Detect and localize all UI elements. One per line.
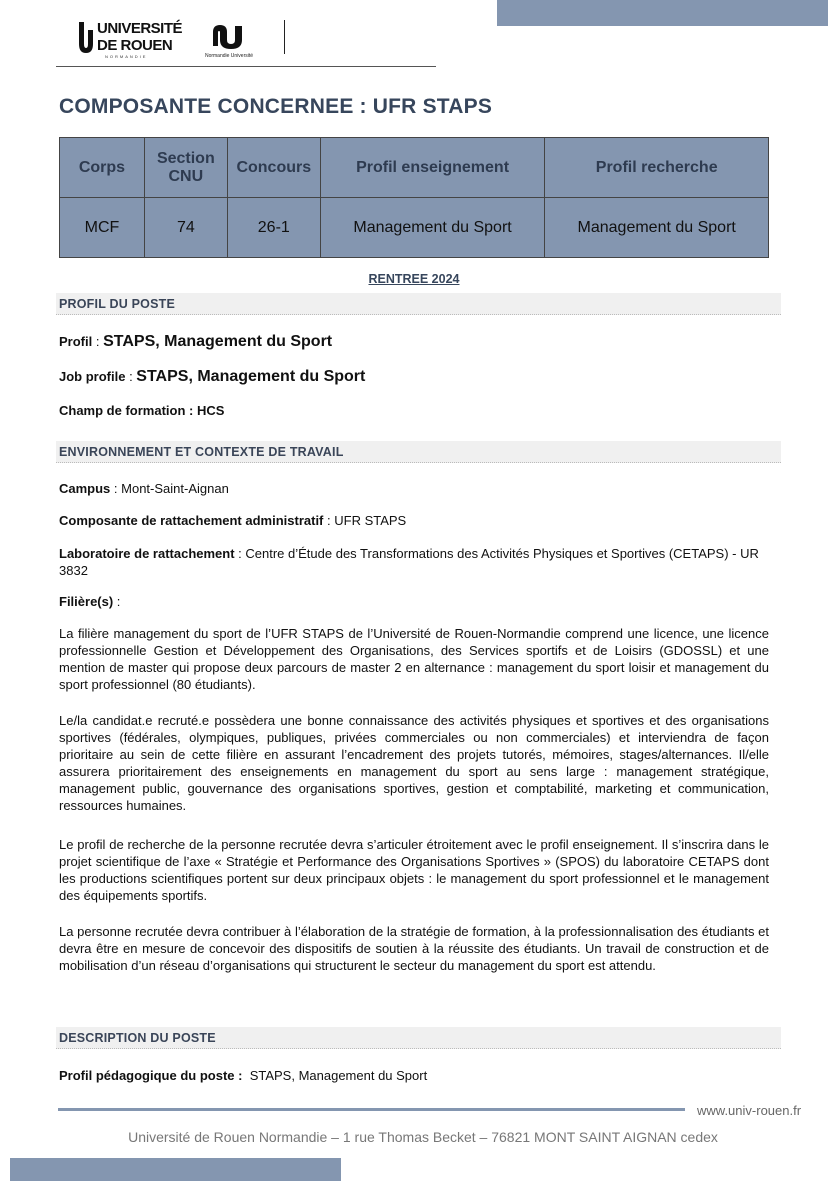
poste-table [59, 137, 769, 258]
universite-rouen-logo [77, 20, 183, 60]
section-profil-du-poste: PROFIL DU POSTE [56, 293, 781, 315]
profil-value: STAPS, Management du Sport [103, 333, 333, 350]
cell-concours: 26-1 [227, 198, 320, 258]
poste-table-header-row [60, 138, 769, 198]
cell-profil-enseignement: Management du Sport [320, 198, 545, 258]
header-corps: Corps [60, 138, 145, 198]
normandie-universite-logo [198, 22, 260, 62]
champ-formation-line [59, 403, 224, 418]
profil-label: Profil [59, 334, 93, 349]
logo-ur-line1: UNIVERSITÉ [97, 20, 183, 37]
laboratoire-line: Laboratoire de rattachement : Centre d’Étude des Transformations des Activités Physiques et Sportives (CETAPS) - UR 3832 [59, 546, 759, 578]
paragraph-recherche: Le profil de recherche de la personne recrutée devra s’articuler étroitement avec le profil enseignement. Il s’inscrira dans le projet scientifique de l’axe « Stratégie et Performance des Organisations Sportives » (SPOS) du laboratoire CETAPS dont les productions scientifiques portent sur deux principaux objets : le management du sport professionnel et le management des équipements sportifs. [59, 837, 769, 903]
profil-line: Profil : STAPS, Management du Sport [59, 333, 333, 350]
cell-section-cnu: 74 [144, 198, 227, 258]
filiere-line: Filière(s) : [59, 594, 121, 609]
logo-ur-line2: DE ROUEN [97, 37, 173, 54]
footer-address: Université de Rouen Normandie – 1 rue Thomas Becket – 76821 MONT SAINT AIGNAN cedex [128, 1129, 718, 1145]
footer-website[interactable]: www.univ-rouen.fr [697, 1103, 802, 1118]
header-profil-recherche: Profil recherche [545, 138, 769, 198]
profil-pedagogique-label: Profil pédagogique du poste : [59, 1068, 243, 1083]
profil-pedagogique-value: STAPS, Management du Sport [249, 1068, 428, 1083]
paragraph-strategie: La personne recrutée devra contribuer à l’élaboration de la stratégie de formation, à la professionnalisation des étudiants et devra être en mesure de concevoir des dispositifs de soutien à la réussite des étudiants. Un travail de construction et de mobilisation d’un réseau d’organisations qui structurent le secteur du management du sport est attendu. [59, 924, 769, 973]
logo-divider [284, 20, 285, 54]
filiere-label: Filière(s) [59, 594, 114, 609]
cell-corps: MCF [60, 198, 145, 258]
paragraph-filiere: La filière management du sport de l’UFR STAPS de l’Université de Rouen-Normandie comprend une licence, une licence professionnelle Gestion et Développement des Organisations, des Services sportifs et de Loisirs (GDOSSL) et une mention de master qui propose deux parcours de master 2 en alternance : management du sport loisir et management du sport professionnel (80 étudiants). [59, 626, 769, 692]
composante-title: COMPOSANTE CONCERNEE : UFR STAPS [59, 95, 493, 118]
normandie-logo-icon [211, 22, 247, 50]
campus-label: Campus [59, 481, 111, 496]
header-section-cnu-text: Section CNU [156, 149, 215, 185]
rentree-heading [0, 272, 828, 286]
composante-label: Composante de rattachement administratif [59, 513, 324, 528]
poste-table-row [60, 198, 769, 258]
job-profile-value: STAPS, Management du Sport [136, 368, 366, 385]
cell-profil-recherche: Management du Sport [545, 198, 769, 258]
footer-rule [58, 1108, 685, 1111]
top-accent-bar [497, 0, 828, 26]
campus-value: Mont-Saint-Aignan [121, 481, 229, 496]
u-logo-icon [77, 22, 95, 54]
campus-line: Campus : Mont-Saint-Aignan [59, 481, 229, 496]
laboratoire-label: Laboratoire de rattachement [59, 546, 235, 561]
job-profile-label: Job profile [59, 369, 126, 384]
logo-ur-line3: NORMANDIE [105, 54, 148, 59]
header-rule [56, 66, 436, 67]
section-description: DESCRIPTION DU POSTE [56, 1027, 781, 1049]
rentree-text: RENTREE 2024 [368, 272, 460, 286]
laboratoire-value: Centre d’Étude des Transformations des Activités Physiques et Sportives (CETAPS) - UR 3832 [59, 546, 759, 578]
header-profil-enseignement: Profil enseignement [320, 138, 545, 198]
champ-formation: Champ de formation : HCS [59, 403, 225, 418]
header-section-cnu [144, 138, 227, 198]
section-environnement: ENVIRONNEMENT ET CONTEXTE DE TRAVAIL [56, 441, 781, 463]
job-profile-line: Job profile : STAPS, Management du Sport [59, 368, 366, 385]
logo-nu-caption: Normandie Université [204, 53, 254, 59]
composante-value: UFR STAPS [334, 513, 407, 528]
paragraph-candidat: Le/la candidat.e recruté.e possèdera une bonne connaissance des activités physiques et sportives et des organisations sportives (fédérales, olympiques, publiques, privées commerciales ou non commerciales) et interviendra de façon prioritaire au sein de cette filière en assurant l’encadrement des projets tutorés, mémoires, stages/alternances. Il/elle assurera prioritairement des enseignements en management du sport au sens large : management stratégique, management public, gouvernance des organisations sportives, gestion et comptabilité, marketing et communication, ressources humaines. [59, 713, 769, 813]
bottom-accent-bar [10, 1158, 341, 1181]
header-concours: Concours [227, 138, 320, 198]
composante-line: Composante de rattachement administratif : UFR STAPS [59, 513, 407, 528]
profil-pedagogique-line [59, 1068, 427, 1083]
